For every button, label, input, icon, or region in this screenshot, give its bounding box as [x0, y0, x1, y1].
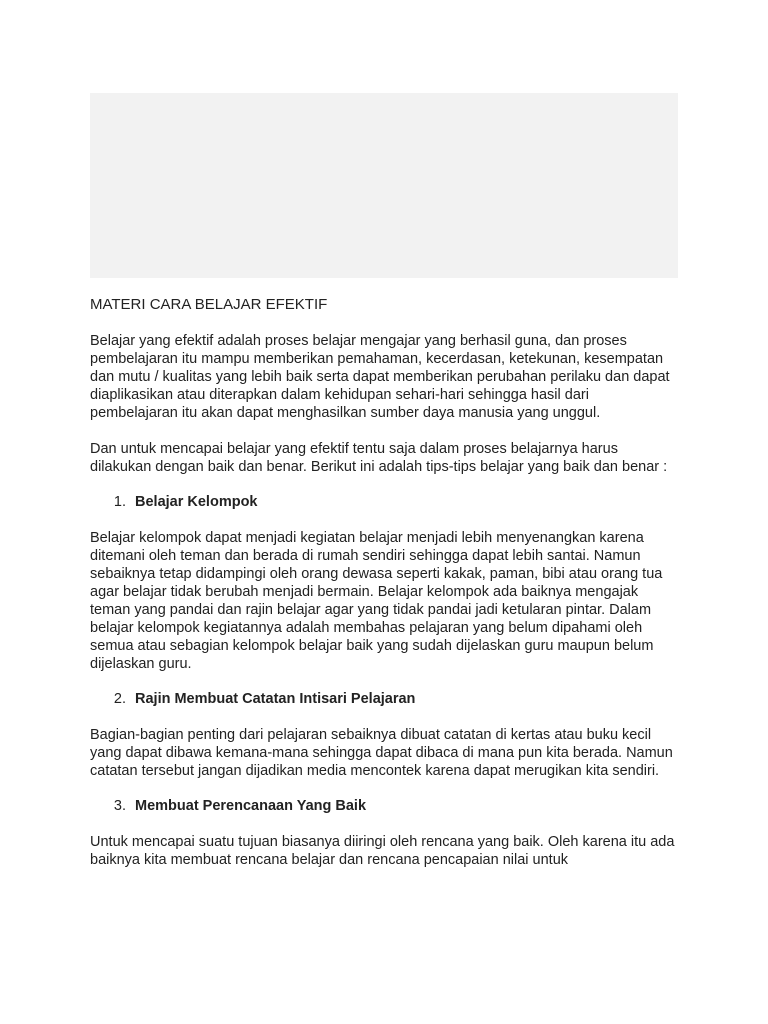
document-page	[90, 93, 678, 869]
section-heading	[90, 797, 678, 815]
section-body: Untuk mencapai suatu tujuan biasanya diiringi oleh rencana yang baik. Oleh karena itu ada baiknya kita membuat rencana belajar dan rencana pencapaian nilai untuk	[90, 834, 675, 868]
section-heading-label: Rajin Membuat Catatan Intisari Pelajaran	[135, 691, 416, 707]
image-placeholder	[90, 93, 678, 278]
section-heading-label: Membuat Perencanaan Yang Baik	[135, 798, 367, 814]
intro-paragraph: Dan untuk mencapai belajar yang efektif tentu saja dalam proses belajarnya harus dilakukan dengan baik dan benar. Berikut ini adalah tips-tips belajar yang baik dan benar :	[90, 441, 668, 475]
section-body: Bagian-bagian penting dari pelajaran sebaiknya dibuat catatan di kertas atau buku kecil yang dapat dibawa kemana-mana sehingga dapat dibaca di mana pun kita berada. Namun catatan tersebut jangan dijadikan media mencontek karena dapat merugikan kita sendiri.	[90, 727, 673, 779]
section-heading	[90, 690, 678, 708]
section-number: 3.	[113, 798, 126, 814]
section-heading	[90, 493, 678, 511]
section-number: 2.	[113, 691, 126, 707]
section-body: Belajar kelompok dapat menjadi kegiatan belajar menjadi lebih menyenangkan karena ditemani oleh teman dan berada di rumah sendiri sehingga dapat lebih santai. Namun sebaiknya tetap didampingi oleh orang dewasa seperti kakak, paman, bibi atau orang tua agar belajar tidak berubah menjadi bermain. Belajar kelompok ada baiknya mengajak teman yang pandai dan rajin belajar agar yang tidak pandai jadi ketularan pintar. Dalam belajar kelompok kegiatannya adalah membahas pelajaran yang belum dipahami oleh semua atau sebagian kelompok belajar baik yang sudah dijelaskan guru maupun belum dijelaskan guru.	[90, 530, 663, 672]
intro-paragraph: Belajar yang efektif adalah proses belajar mengajar yang berhasil guna, dan proses pembelajaran itu mampu memberikan pemahaman, kecerdasan, ketekunan, kesempatan dan mutu / kualitas yang lebih baik serta dapat memberikan perubahan perilaku dan dapat diaplikasikan atau diterapkan dalam kehidupan sehari-hari sehingga hasil dari pembelajaran itu akan dapat menghasilkan sumber daya manusia yang unggul.	[90, 333, 670, 421]
section-heading-label: Belajar Kelompok	[135, 494, 258, 510]
section-number: 1.	[113, 494, 126, 510]
document-title: MATERI CARA BELAJAR EFEKTIF	[90, 296, 328, 313]
